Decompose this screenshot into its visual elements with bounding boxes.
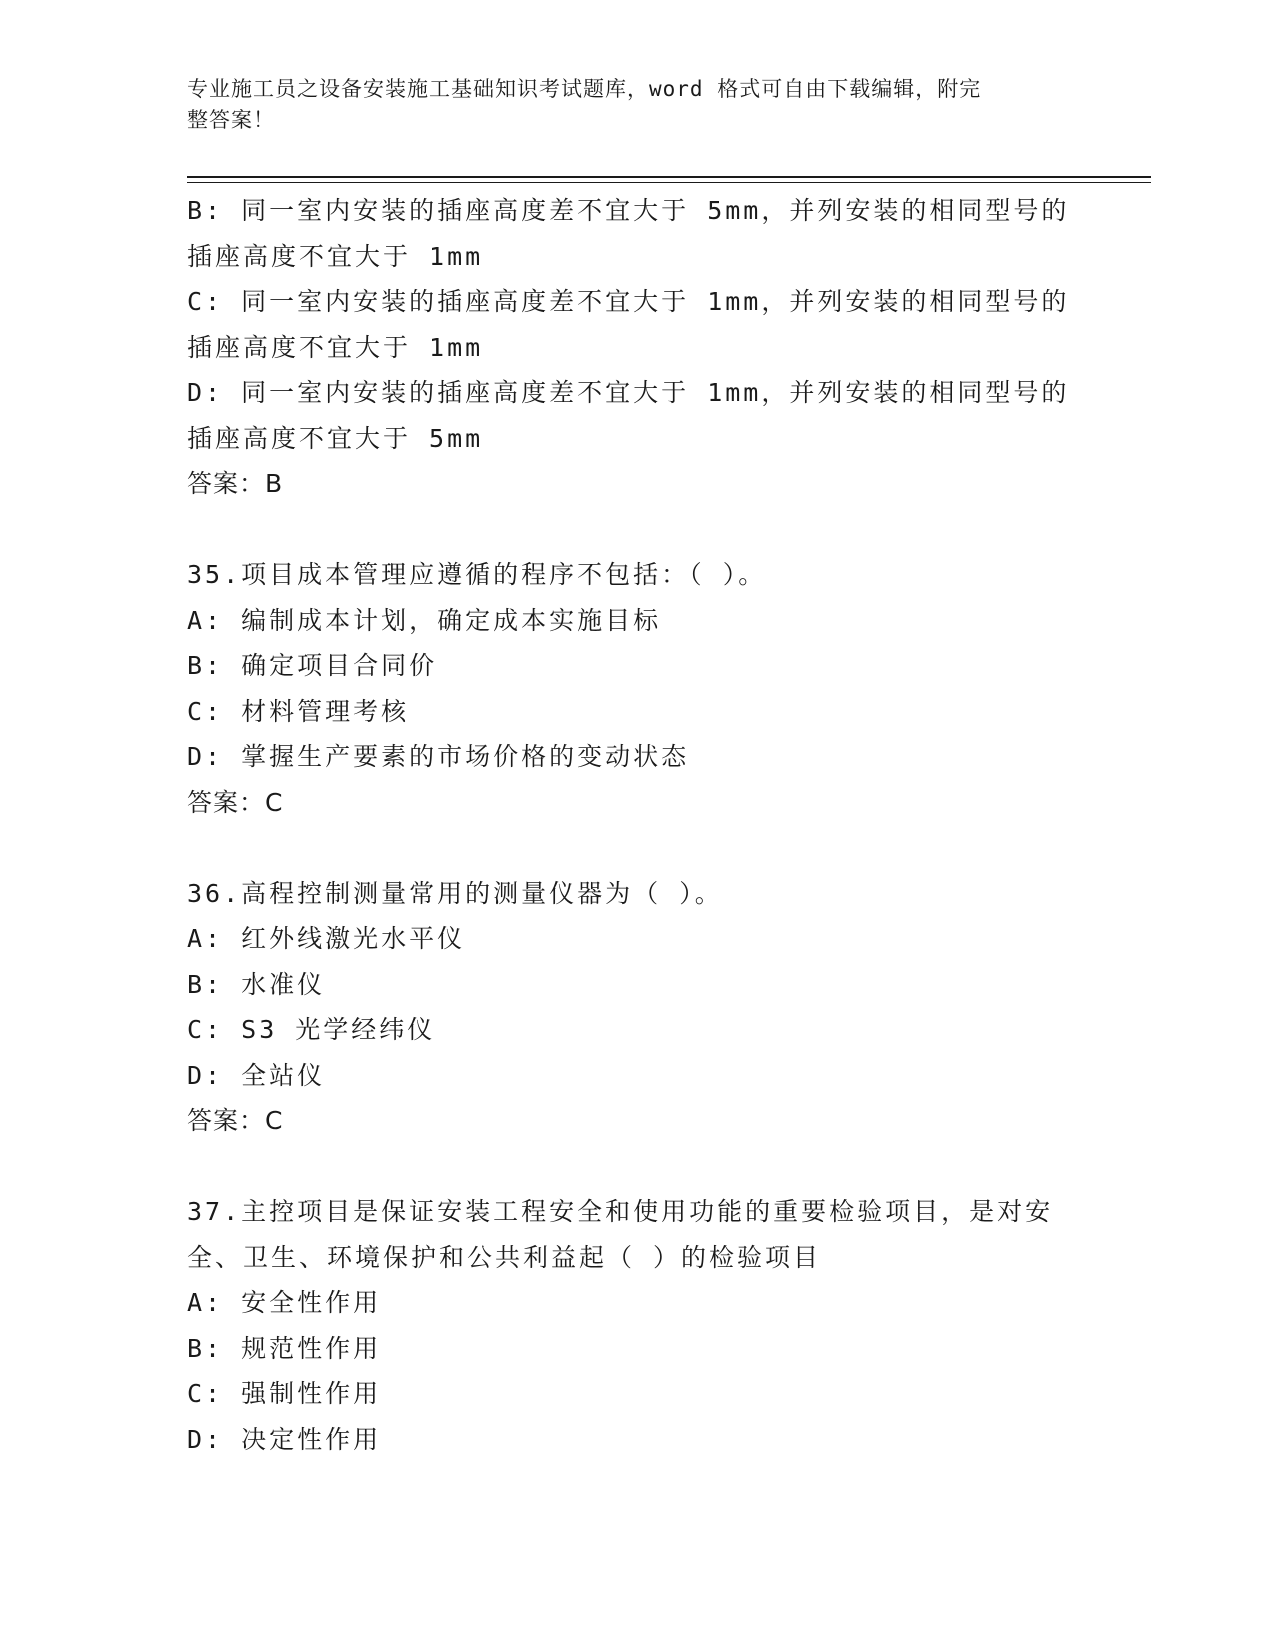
spacer [187, 507, 1087, 553]
header-line-2: 整答案！ [187, 108, 275, 132]
header-divider-thin [187, 182, 1151, 183]
answer-line: 答案：C [187, 787, 284, 817]
option-d-line-1: D: 同一室内安装的插座高度差不宜大于 1mm，并列安装的相同型号的 [187, 378, 1070, 407]
question-text: 36.高程控制测量常用的测量仪器为（ ）。 [187, 878, 723, 908]
option-b-line-2: 插座高度不宜大于 1mm [187, 241, 484, 271]
header-line-1: 专业施工员之设备安装施工基础知识考试题库，word 格式可自由下载编辑，附完 [187, 77, 982, 101]
option-c-line-2: 插座高度不宜大于 1mm [187, 332, 484, 362]
question-34-continued [187, 188, 1087, 507]
question-text: 35.项目成本管理应遵循的程序不包括：（ ）。 [187, 560, 767, 589]
question-36 [187, 871, 1087, 1144]
option-c-line-1: C: 同一室内安装的插座高度差不宜大于 1mm，并列安装的相同型号的 [187, 287, 1070, 316]
option-d: D: 全站仪 [187, 1060, 326, 1090]
option-a: A: 安全性作用 [187, 1288, 382, 1317]
option-d-line-2: 插座高度不宜大于 5mm [187, 423, 484, 453]
option-a: A: 编制成本计划，确定成本实施目标 [187, 605, 662, 635]
option-a: A: 红外线激光水平仪 [187, 924, 466, 953]
answer-line: 答案：C [187, 1106, 284, 1135]
spacer [187, 825, 1087, 871]
question-37 [187, 1189, 1087, 1462]
option-c: C: 强制性作用 [187, 1379, 382, 1408]
answer-line: 答案：B [187, 469, 284, 498]
option-b: B: 水准仪 [187, 969, 326, 999]
spacer [187, 1144, 1087, 1190]
option-c: C: 材料管理考核 [187, 696, 410, 726]
question-text-line-2: 全、卫生、环境保护和公共利益起（ ）的检验项目 [187, 1242, 822, 1272]
option-c: C: S3 光学经纬仪 [187, 1015, 436, 1044]
option-b: B: 确定项目合同价 [187, 651, 438, 680]
option-d: D: 掌握生产要素的市场价格的变动状态 [187, 742, 690, 771]
option-b-line-1: B: 同一室内安装的插座高度差不宜大于 5mm，并列安装的相同型号的 [187, 196, 1070, 225]
option-b: B: 规范性作用 [187, 1333, 382, 1363]
document-header [187, 74, 1067, 136]
question-35 [187, 552, 1087, 825]
question-list [187, 188, 1087, 1462]
option-d: D: 决定性作用 [187, 1424, 382, 1454]
header-divider-thick [187, 176, 1151, 178]
question-text-line-1: 37.主控项目是保证安装工程安全和使用功能的重要检验项目，是对安 [187, 1197, 1054, 1226]
